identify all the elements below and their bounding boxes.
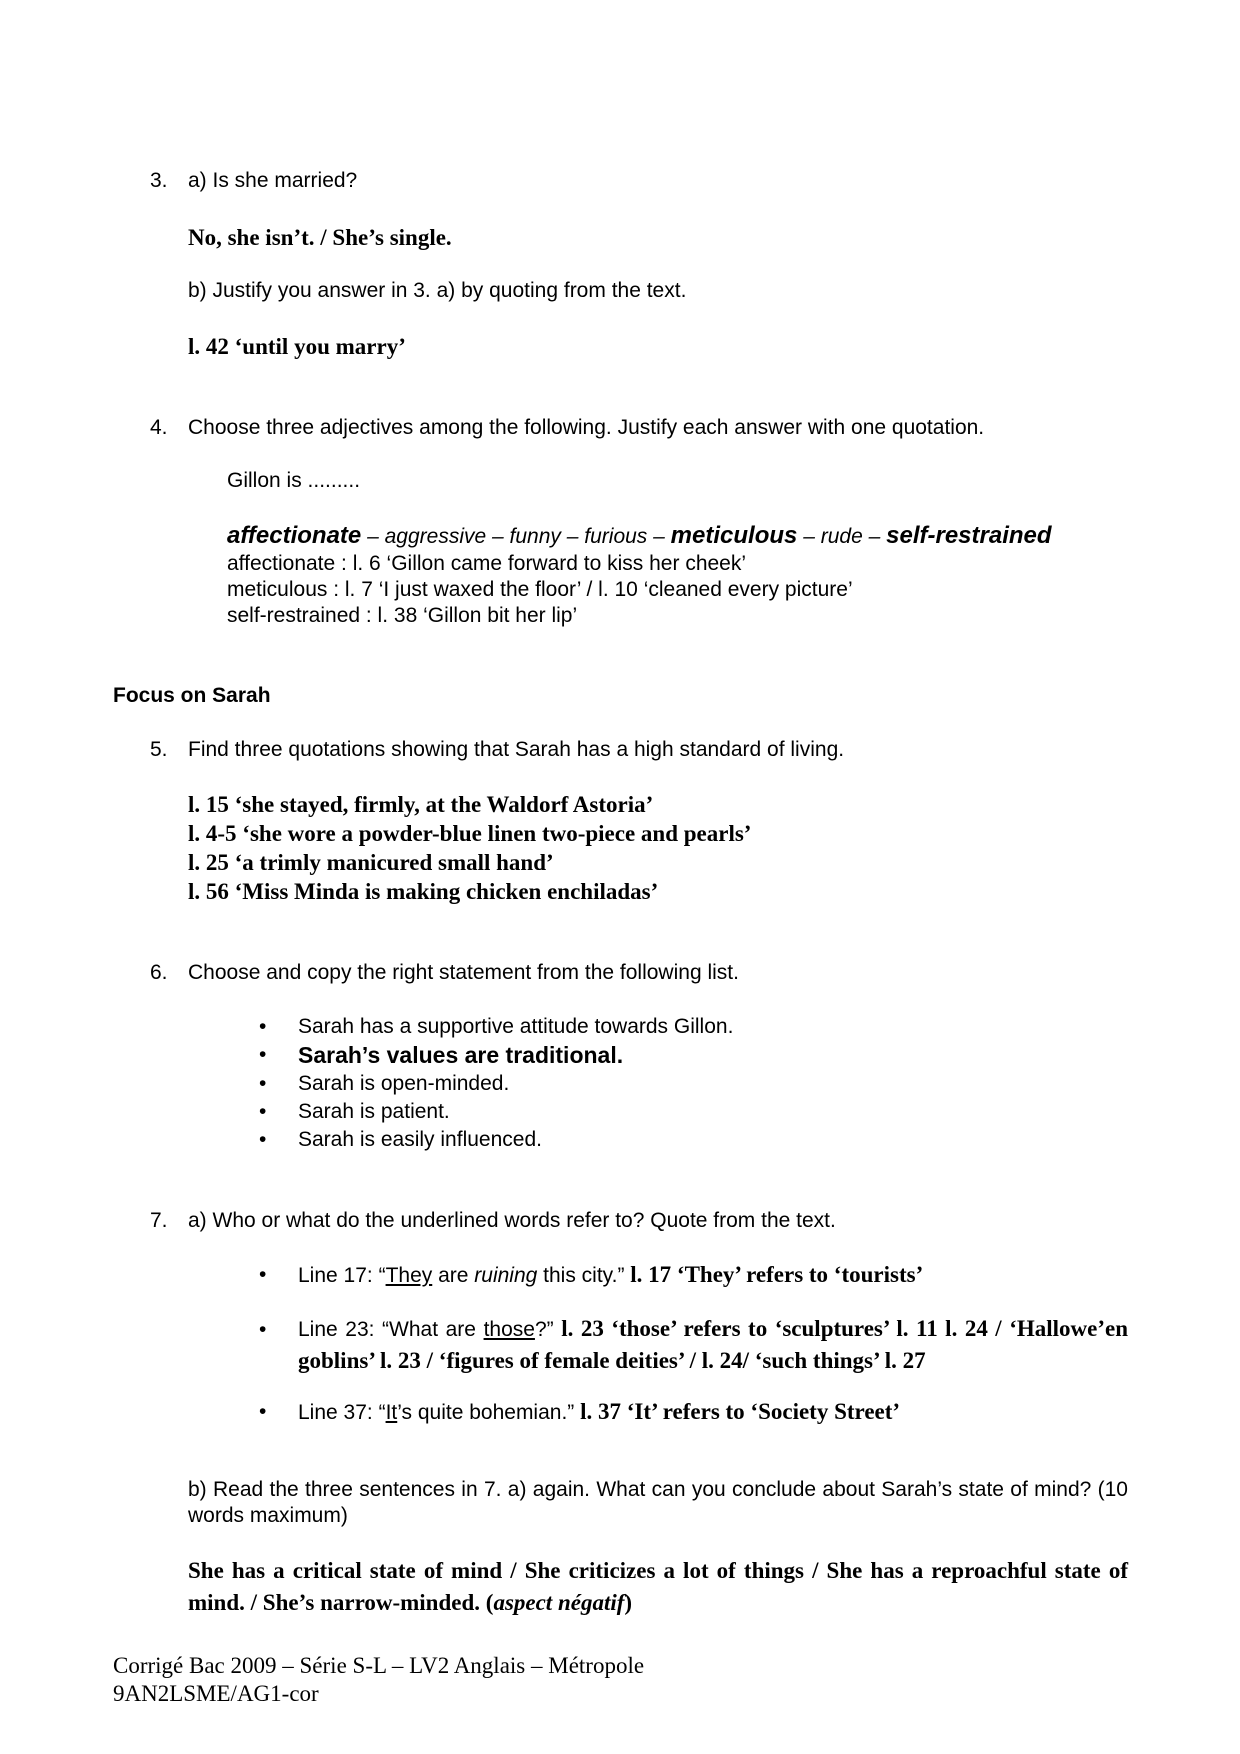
q7-item-text: this city.” (537, 1264, 631, 1287)
question-3-number: 3. (150, 169, 168, 192)
underlined-word: those (483, 1318, 535, 1341)
q7-item-text: ?” (534, 1318, 562, 1341)
question-3a-text: a) Is she married? (188, 169, 358, 192)
question-4-text: Choose three adjectives among the following. Justify each answer with one quotation. (188, 416, 985, 439)
question-6-text: Choose and copy the right statement from the following list. (188, 961, 739, 984)
q7-item-line23 (298, 1314, 1128, 1378)
question-7b-text: b) Read the three sentences in 7. a) again. What can you conclude about Sarah’s state of mind? (10 words maximum) (188, 1478, 1128, 1527)
question-5-answer: l. 15 ‘she stayed, firmly, at the Waldorf Astoria’ (188, 792, 654, 817)
question-5-text: Find three quotations showing that Sarah has a high standard of living. (188, 738, 845, 761)
question-3a-answer: No, she isn’t. / She’s single. (188, 225, 452, 250)
justification-line: self-restrained : l. 38 ‘Gillon bit her lip’ (227, 604, 578, 627)
q7-item-line17 (298, 1260, 1128, 1292)
adjective-choices (227, 521, 1052, 554)
statement-option: Sarah is patient. (298, 1100, 450, 1123)
question-5-answer: l. 56 ‘Miss Minda is making chicken enchiladas’ (188, 879, 659, 904)
question-5-answer: l. 25 ‘a trimly manicured small hand’ (188, 850, 554, 875)
statement-option: Sarah is easily influenced. (298, 1128, 542, 1151)
q7-item-text: Line 23: “What are (298, 1318, 484, 1341)
choice-separator: – (862, 525, 887, 548)
choice-affectionate: affectionate (227, 522, 362, 549)
q7-item-text: Line 17: “ (298, 1264, 386, 1287)
choice-separator: – (647, 525, 671, 548)
question-5-answer: l. 4-5 ‘she wore a powder-blue linen two-piece and pearls’ (188, 821, 752, 846)
justification-line: meticulous : l. 7 ‘I just waxed the floor’ / l. 10 ‘cleaned every picture’ (227, 578, 853, 601)
underlined-word: They (385, 1264, 433, 1287)
statement-option: Sarah is open-minded. (298, 1072, 510, 1095)
justification-line: affectionate : l. 6 ‘Gillon came forward to kiss her cheek’ (227, 552, 747, 575)
bullet-icon: • (259, 1015, 267, 1038)
choice-separator: – (361, 525, 385, 548)
q7-item-text: Line 37: “ (298, 1401, 386, 1424)
statement-option-correct: Sarah’s values are traditional. (298, 1042, 624, 1068)
q7-item-answer: l. 37 ‘It’ refers to ‘Society Street’ (580, 1399, 901, 1424)
statement-option: Sarah has a supportive attitude towards Gillon. (298, 1015, 734, 1038)
choice-separator: – (560, 525, 585, 548)
question-7b-answer (188, 1556, 1128, 1620)
question-6-number: 6. (150, 961, 168, 984)
bullet-icon: • (259, 1400, 267, 1423)
q7-item-line37 (298, 1397, 1128, 1429)
choice-separator: – (486, 525, 510, 548)
bullet-icon: • (259, 1318, 267, 1341)
choice-furious: furious (584, 525, 648, 548)
question-4-stem: Gillon is ......... (227, 469, 361, 492)
bullet-icon: • (259, 1072, 267, 1095)
bullet-icon: • (259, 1263, 267, 1286)
choice-aggressive: aggressive (384, 525, 487, 548)
q7-item-text: are (432, 1264, 475, 1287)
q7-item-answer: l. 17 ‘They’ refers to ‘tourists’ (630, 1262, 924, 1287)
question-4-number: 4. (150, 416, 168, 439)
bullet-icon: • (259, 1128, 267, 1151)
choice-meticulous: meticulous (670, 522, 798, 549)
question-3b-text: b) Justify you answer in 3. a) by quoting from the text. (188, 279, 687, 302)
bullet-icon: • (259, 1043, 267, 1066)
question-3b-answer: l. 42 ‘until you marry’ (188, 334, 406, 359)
footer-line1: Corrigé Bac 2009 – Série S-L – LV2 Anglais – Métropole (113, 1653, 645, 1678)
q7b-answer-text: She has a critical state of mind / She criticizes a lot of things / She has a reproachful state of mind. / She’s narrow-minded. ( (188, 1558, 1128, 1615)
bullet-icon: • (259, 1100, 267, 1123)
choice-separator: – (797, 525, 821, 548)
choice-self-restrained: self-restrained (886, 522, 1052, 549)
choice-funny: funny (509, 525, 561, 548)
choice-rude: rude (820, 525, 863, 548)
italic-word: ruining (474, 1264, 538, 1287)
underlined-word: It (385, 1401, 398, 1424)
section-heading: Focus on Sarah (113, 684, 271, 707)
q7-item-answer: l. 23 ‘those’ refers to ‘sculptures’ l. 11 l. 24 / ‘Hallowe’en goblins’ l. 23 / ‘figures of female deities’ / l. 24/ ‘such things’ l. 27 (298, 1316, 1128, 1373)
question-7-number: 7. (150, 1209, 168, 1232)
q7-item-text: ’s quite bohemian.” (397, 1401, 581, 1424)
q7b-answer-text: ) (624, 1590, 633, 1615)
q7b-answer-italic: aspect négatif (493, 1590, 625, 1615)
question-7a-text: a) Who or what do the underlined words refer to? Quote from the text. (188, 1209, 836, 1232)
footer-line2: 9AN2LSME/AG1-cor (113, 1681, 319, 1706)
question-5-number: 5. (150, 738, 168, 761)
